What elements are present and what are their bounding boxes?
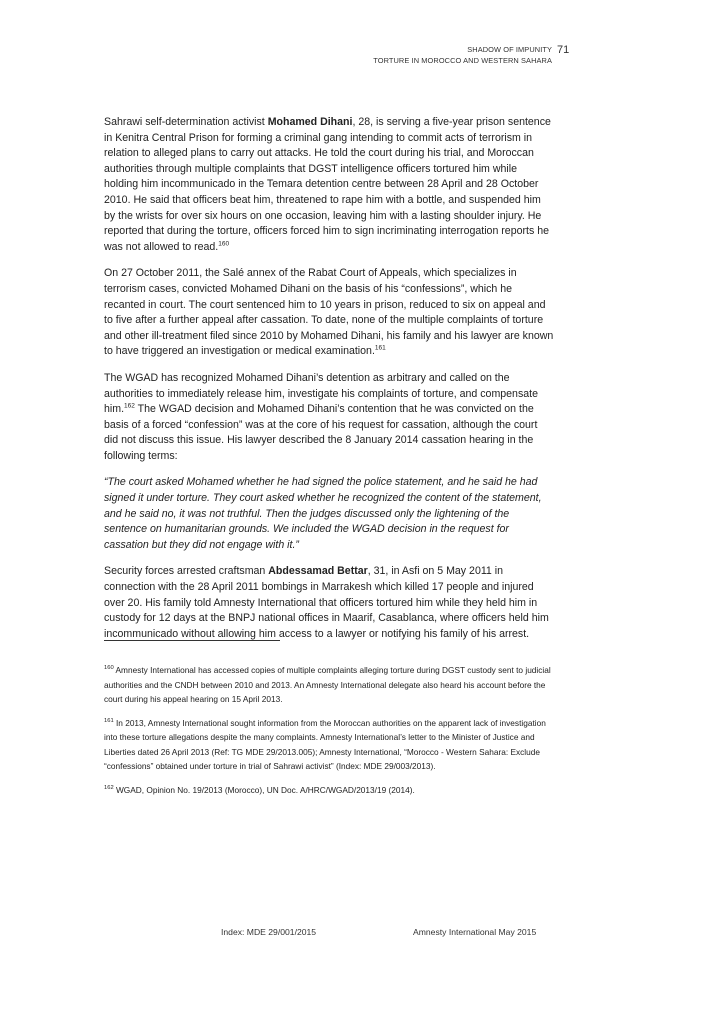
paragraph-dihani-arrest — [104, 115, 554, 255]
footer-index: Index: MDE 29/001/2015 — [221, 927, 317, 937]
footnotes — [104, 663, 556, 806]
running-header — [373, 44, 552, 66]
paragraph-dihani-conviction — [104, 266, 554, 360]
page-number: 71 — [557, 44, 570, 56]
footnote-text: In 2013, Amnesty International sought information from the Moroccan authorities on the apparent lack of investigation into these torture allegations despite the many complaints. Amnesty International’s letter to the Minister of Justice and Liberties dated 26 April 2013 (Ref: TG MDE 29/2013.005); Amnesty International, “Morocco - Western Sahara: Exclude “confessions” obtained under torture in trial of Sahrawi activist” (Index: MDE 29/003/2013). — [104, 717, 546, 771]
footnote-number: 162 — [104, 784, 114, 791]
paragraph-text: , 28, is serving a five-year prison sentence in Kenitra Central Prison for forming a criminal gang intending to commit acts of terrorism in relation to alleged plans to carry out attacks. He told the court during his trial, and Moroccan authorities through multiple complaints that DGST intelligence officers tortured him while holding him incommunicado in the Temara detention centre between 28 April and 28 October 2010. He said that officers beat him, threatened to rape him with a bottle, and suspended him by the wrists for over six hours on one occasion, leaving him with a lasting shoulder injury. He reported that during the torture, officers forced him to sign incriminating interrogation reports he was not allowed to read. — [104, 116, 551, 253]
footnote-162 — [104, 783, 556, 798]
footnote-text: WGAD, Opinion No. 19/2013 (Morocco), UN Doc. A/HRC/WGAD/2013/19 (2014). — [113, 784, 415, 795]
header-report-subtitle: TORTURE IN MOROCCO AND WESTERN SAHARA — [373, 56, 552, 65]
footnote-divider — [104, 640, 280, 641]
paragraph-text: Sahrawi self-determination activist — [104, 116, 268, 128]
paragraph-text: The WGAD decision and Mohamed Dihani’s contention that he was convicted on the basis of a forced “confession” was at the core of his request for cassation, although the court did not discuss this issue. His lawyer described the 8 January 2014 cassation hearing in the following terms: — [104, 403, 538, 462]
paragraph-text: The WGAD has recognized Mohamed Dihani’s detention as arbitrary and called on the authorities to immediately release him, investigate his complaints of torture, and compensate him. — [104, 371, 538, 416]
body-text — [104, 115, 554, 653]
footnote-number: 161 — [104, 717, 114, 724]
footnote-ref: 162 — [124, 402, 135, 410]
paragraph-text: On 27 October 2011, the Salé annex of the Rabat Court of Appeals, which specializes in terrorism cases, convicted Mohamed Dihani on the basis of his “confessions”, which he recanted in court. The court sentenced him to 10 years in prison, reduced to six on appeal and to five after a further appeal after cassation. To date, none of the multiple complaints of torture and other ill-treatment filed since 2010 by Mohamed Dihani, his family and his lawyer are known to have triggered an investigation or medical examination. — [104, 267, 554, 358]
lawyer-quote: “The court asked Mohamed whether he had signed the police statement, and he said he had signed it under torture. They court asked whether he recognized the content of the statement, and he said no, it was not truthful. Then the judges discussed only the lightening of the sentence on humanitarian grounds. We included the WGAD decision in the request for cassation but they did not engage with it.” — [104, 476, 542, 551]
footnote-number: 160 — [104, 665, 114, 672]
footnote-ref: 160 — [218, 240, 230, 248]
person-name: Abdessamad Bettar — [268, 565, 368, 578]
footer-publisher: Amnesty International May 2015 — [413, 927, 537, 937]
footnote-text: Amnesty International has accessed copies of multiple complaints alleging torture during DGST custody sent to judicial authorities and the CNDH between 2010 and 2013. An Amnesty International delegate also heard his account before the court during his appeal hearing on 15 April 2013. — [104, 665, 551, 704]
footnote-ref: 161 — [374, 344, 386, 352]
paragraph-text: , 31, in Asfi on 5 May 2011 in connection with the 28 April 2011 bombings in Marrakesh which killed 17 people and injured over 20. His family told Amnesty International that officers tortured him while they held him in custody for 12 days at the BNPJ national offices in Maarif, Casablanca, where officers held him incommunicado without allowing him access to a lawyer or notifying his family of his arrest. — [104, 565, 549, 640]
footnote-160 — [104, 663, 556, 707]
person-name: Mohamed Dihani — [267, 116, 353, 128]
header-report-title: SHADOW OF IMPUNITY — [467, 45, 552, 54]
paragraph-bettar — [104, 564, 554, 642]
paragraph-text: Security forces arrested craftsman — [104, 565, 269, 578]
paragraph-wgad — [104, 371, 554, 465]
footnote-161 — [104, 716, 556, 774]
